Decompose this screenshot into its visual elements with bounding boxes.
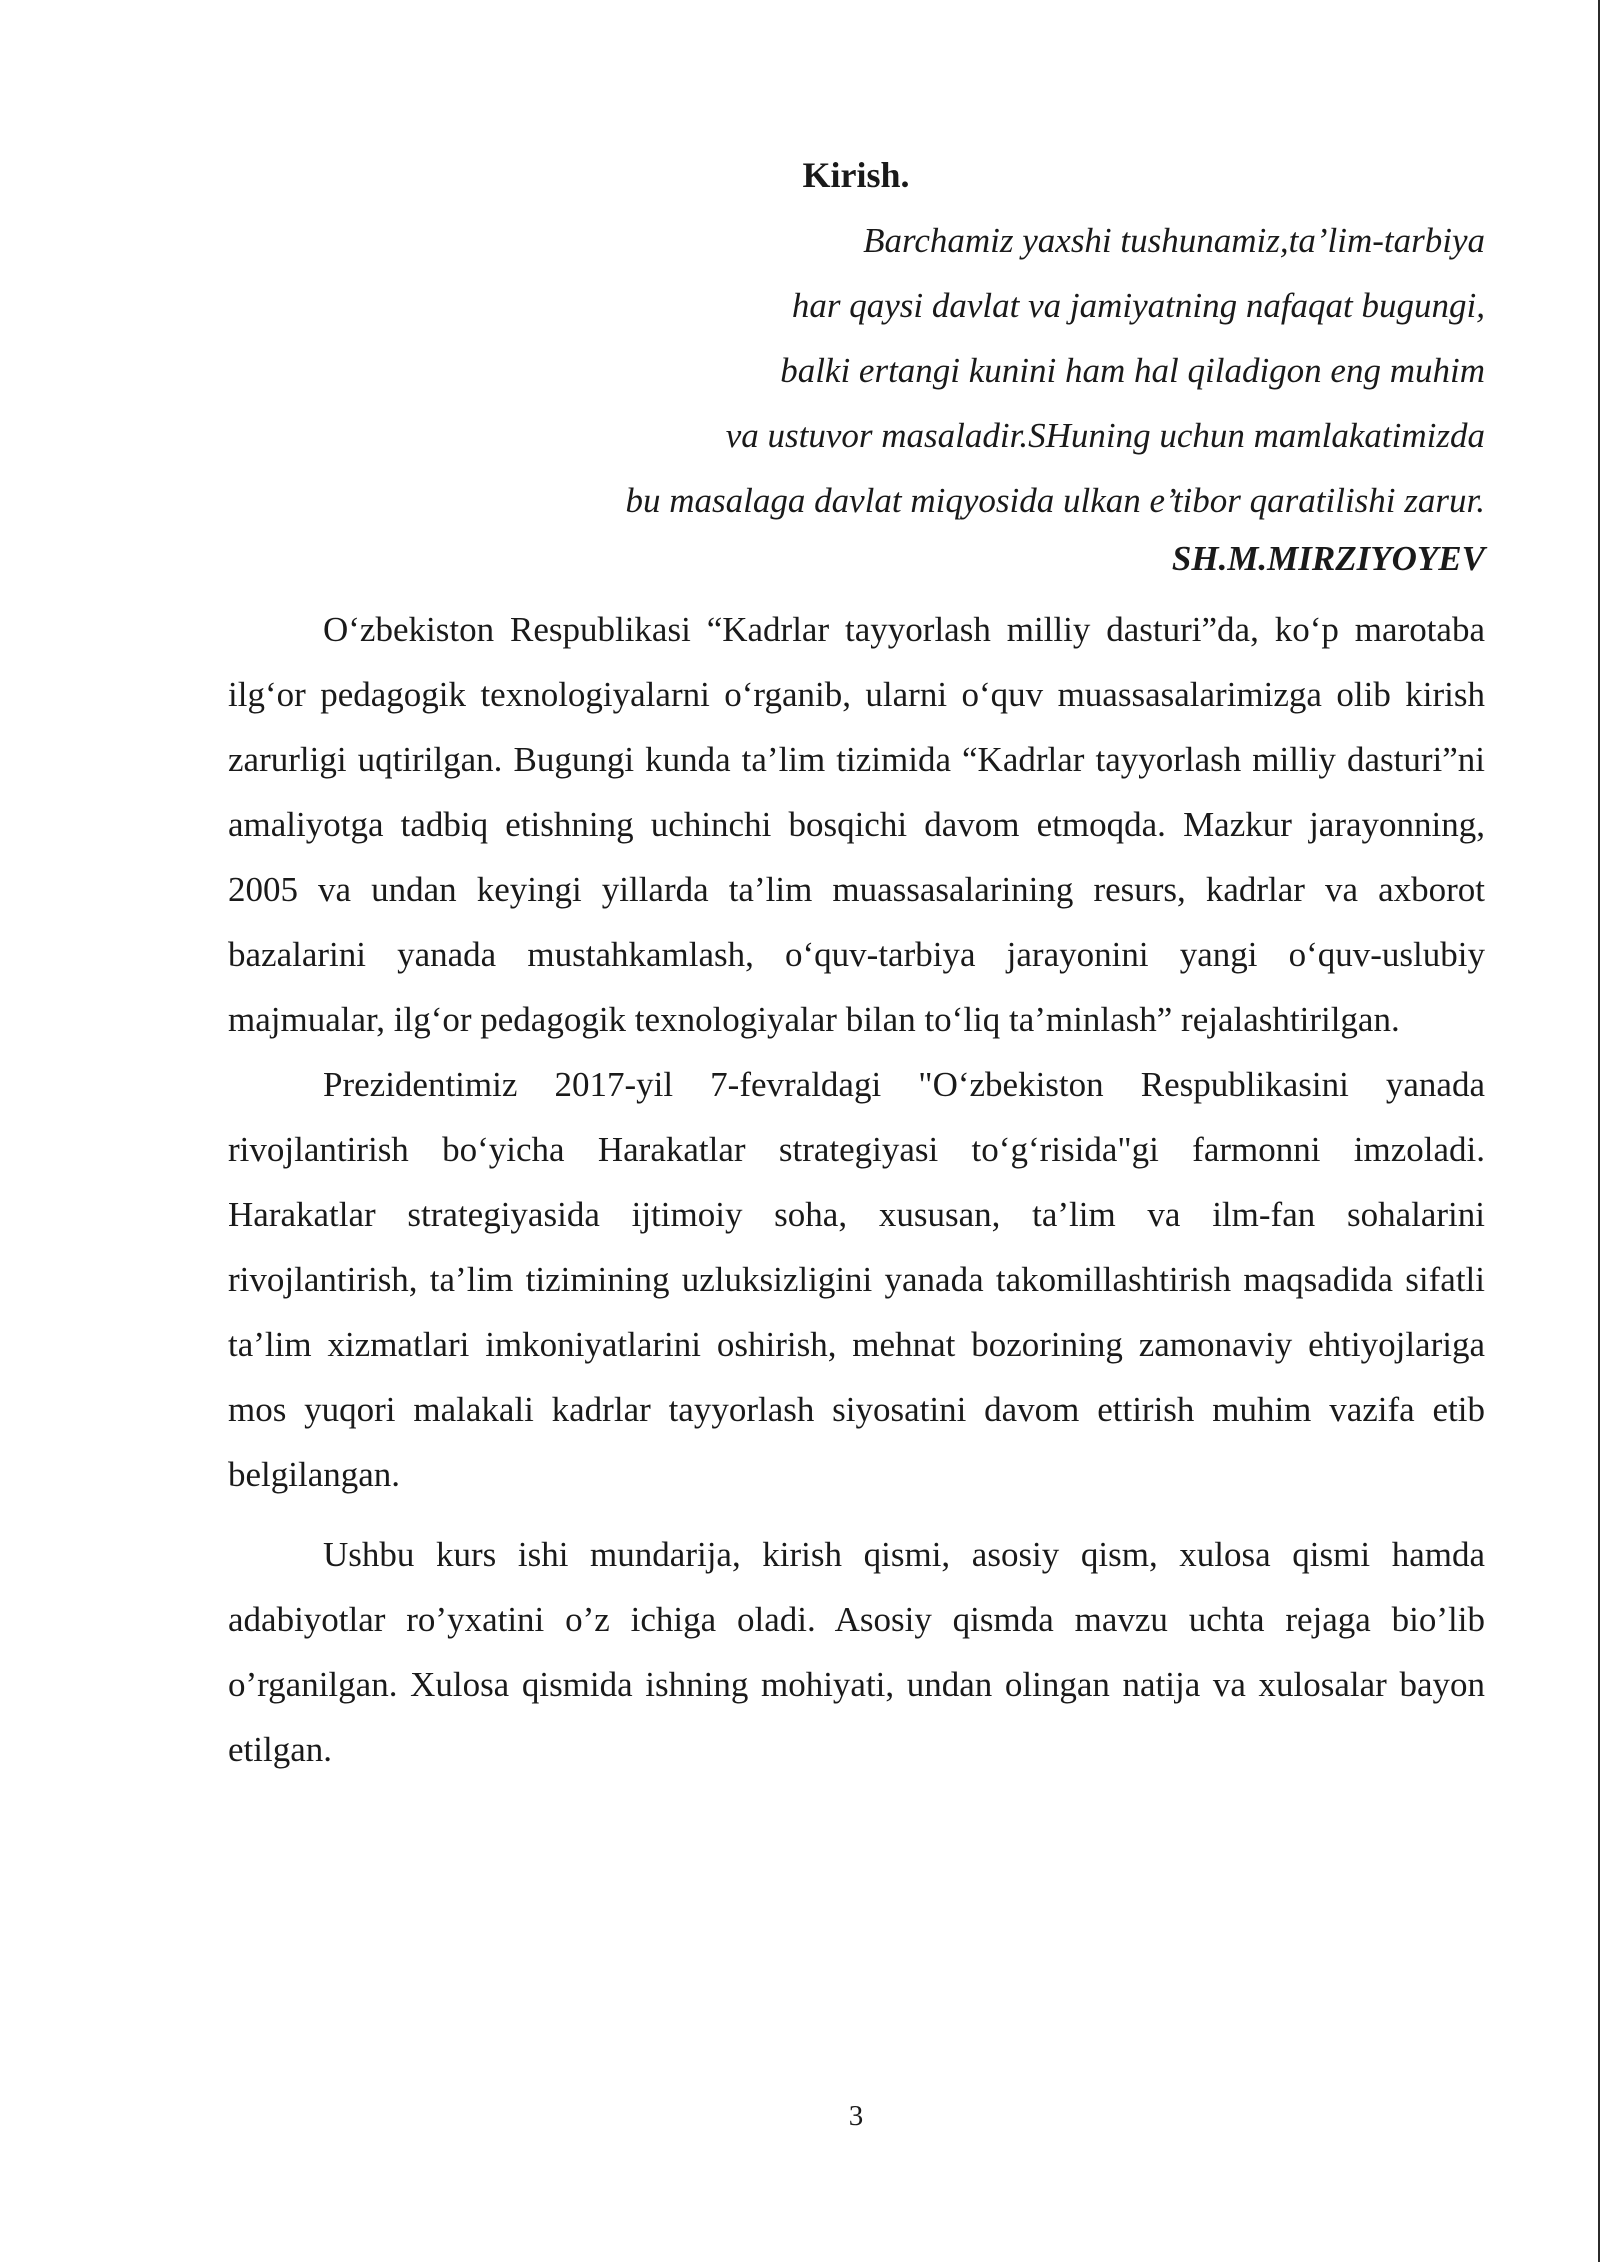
page-number: 3 <box>848 2100 864 2132</box>
paragraph-2: Prezidentimiz 2017-yil 7-fevraldagi "O‘zbekiston Respublikasini yanada rivojlantirish bo‘yicha Harakatlar strategiyasi to‘g‘risida"gi farmonni imzoladi. Harakatlar strategiyasida ijtimoiy soha, xususan, ta’lim va ilm-fan sohalarini rivojlantirish, ta’lim tizimining uzluksizligini yanada takomillashtirish maqsadida sifatli ta’lim xizmatlari imkoniyatlarini oshirish, mehnat bozorining zamonaviy ehtiyojlariga mos yuqori malakali kadrlar tayyorlash siyosatini davom ettirish muhim vazifa etib belgilangan. <box>228 1065 1485 1494</box>
page-heading: Kirish. <box>802 155 910 195</box>
epigraph-line: Barchamiz yaxshi tushunamiz,ta’lim-tarbiya <box>863 221 1485 260</box>
epigraph-block <box>385 208 1485 585</box>
body-text <box>228 597 1485 1782</box>
epigraph-line: har qaysi davlat va jamiyatning nafaqat bugungi, <box>791 286 1485 325</box>
epigraph-line: va ustuvor masaladir.SHuning uchun mamlakatimizda <box>725 416 1485 455</box>
paragraph-1: O‘zbekiston Respublikasi “Kadrlar tayyorlash milliy dasturi”da, ko‘p marotaba ilg‘or pedagogik texnologiyalarni o‘rganib, ularni o‘quv muassasalarimizga olib kirish zarurligi uqtirilgan. Bugungi kunda ta’lim tizimida “Kadrlar tayyorlash milliy dasturi”ni amaliyotga tadbiq etishning uchinchi bosqichi davom etmoqda. Mazkur jarayonning, 2005 va undan keyingi yillarda ta’lim muassasalarining resurs, kadrlar va axborot bazalarini yanada mustahkamlash, o‘quv-tarbiya jarayonini yangi o‘quv-uslubiy majmualar, ilg‘or pedagogik texnologiyalar bilan to‘liq ta’minlash” rejalashtirilgan. <box>228 610 1485 1039</box>
epigraph-line: balki ertangi kunini ham hal qiladigon eng muhim <box>780 351 1485 390</box>
paragraph-3: Ushbu kurs ishi mundarija, kirish qismi, asosiy qism, xulosa qismi hamda adabiyotlar ro’yxatini o’z ichiga oladi. Asosiy qismda mavzu uchta rejaga bio’lib o’rganilgan. Xulosa qismida ishning mohiyati, undan olingan natija va xulosalar bayon etilgan. <box>228 1535 1485 1769</box>
epigraph-line: bu masalaga davlat miqyosida ulkan e’tibor qaratilishi zarur. <box>625 481 1485 520</box>
epigraph-author: SH.M.MIRZIYOYEV <box>1171 539 1485 578</box>
